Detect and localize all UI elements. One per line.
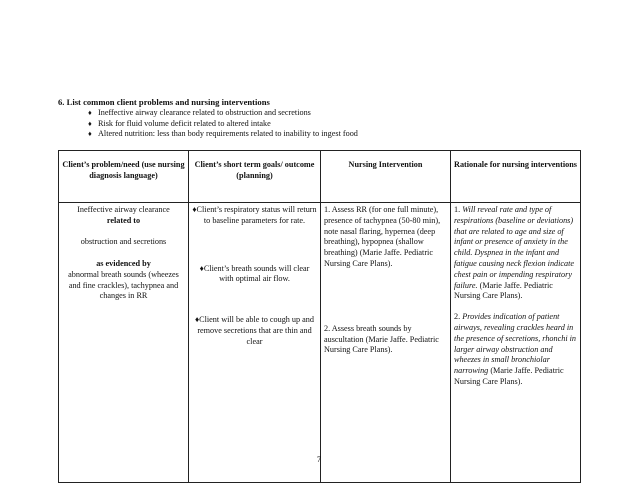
problem-line: Ineffective airway clearance (77, 205, 170, 214)
problem-line: obstruction and secretions (80, 237, 167, 247)
goals-cell (189, 203, 321, 483)
list-item (88, 119, 598, 130)
goal-item: ♦Client’s breath sounds will clear with optimal air flow. (199, 263, 310, 284)
section-title: 6. List common client problems and nursing interventions (58, 97, 270, 107)
problem-text: Altered nutrition: less than body requirements related to inability to ingest food (98, 129, 358, 139)
intervention-item: 1. Assess RR (for one full minute), presence of tachypnea (50-80 min), note nasal flaring, hypernea (deep breathing), hypopnea (shallow breathing) (Marie Jaffe. Pediatric Nursing Care Plans). (324, 205, 441, 268)
goal-item: ♦Client will be able to cough up and remove secretions that are thin and clear (194, 315, 314, 346)
diamond-bullet-icon: ♦ (88, 118, 92, 128)
page-number: 7 (316, 455, 322, 464)
table-row (59, 203, 581, 483)
rationale-text: Provides indication of patient airways, revealing crackles heard in the presence of secretions, rhonchi in larger airway obstruction and wheezes in small bronchiolar narrowing (454, 312, 577, 376)
problem-evidence: abnormal breath sounds (wheezes and fine crackles), tachypnea and changes in RR (68, 269, 179, 301)
rationale-citation: (Marie Jaffe. Pediatric Nursing Care Plans). (454, 280, 553, 301)
rationale-item (454, 312, 577, 388)
rationale-cell (451, 203, 581, 483)
rationale-number: 2. (454, 312, 461, 322)
care-plan-table (58, 150, 581, 483)
header-goals: Client’s short term goals/ outcome (planning) (189, 151, 321, 203)
problem-text: Ineffective airway clearance related to obstruction and secretions (98, 108, 311, 117)
diamond-bullet-icon: ♦ (88, 129, 92, 139)
problems-section (58, 97, 598, 140)
table-header-row (59, 151, 581, 203)
header-rationale: Rationale for nursing interventions (451, 151, 581, 203)
rationale-citation: (Marie Jaffe. Pediatric Nursing Care Plans). (454, 366, 564, 386)
problem-connector: as evidenced by (96, 258, 151, 268)
header-intervention: Nursing Intervention (321, 151, 451, 203)
list-item (88, 129, 598, 140)
header-problem: Client’s problem/need (use nursing diagnosis language) (59, 151, 189, 203)
rationale-text: Will reveal rate and type of respirations (baseline or deviations) that are related to age and size of infant or presence of anxiety in the child. Dyspnea in the infant and fatigue causing neck flexion indicate chest pain or impending respiratory failure. (454, 205, 575, 290)
list-item (88, 108, 598, 119)
diamond-bullet-icon: ♦ (88, 108, 92, 117)
problem-list (58, 108, 598, 140)
rationale-item (454, 205, 577, 302)
problem-text: Risk for fluid volume deficit related to altered intake (98, 118, 271, 128)
intervention-item: 2. Assess breath sounds by auscultation (Marie Jaffe. Pediatric Nursing Care Plans). (324, 323, 439, 355)
problem-connector: related to (106, 215, 141, 225)
rationale-number: 1. (454, 205, 461, 214)
goal-item: ♦Client’s respiratory status will return to baseline parameters for rate. (192, 205, 317, 225)
intervention-cell (321, 203, 451, 483)
problem-cell (59, 203, 189, 483)
